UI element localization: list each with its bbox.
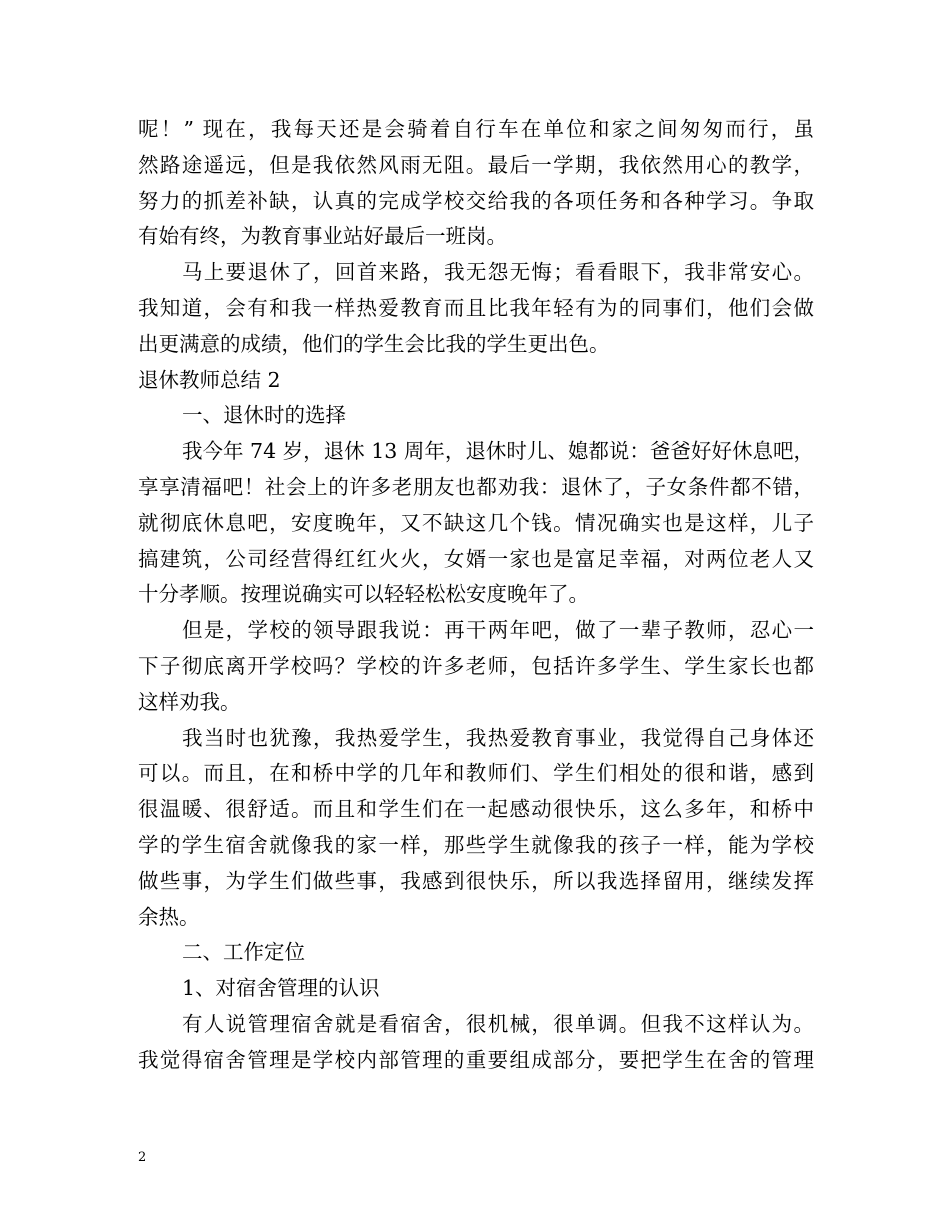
text-line: 学的学生宿舍就像我的家一样，那些学生就像我的孩子一样，能为学校 (138, 832, 814, 857)
text-line: 一、退休时的选择 (182, 403, 346, 428)
text-line: 有人说管理宿舍就是看宿舍，很机械，很单调。但我不这样认为。 (182, 1011, 814, 1036)
text-line: 马上要退休了，回首来路，我无怨无悔；看看眼下，我非常安心。 (182, 260, 814, 285)
text-line: 享享清福吧！社会上的许多老朋友也都劝我：退休了，子女条件都不错， (138, 474, 814, 499)
text-line: 然路途遥远，但是我依然风雨无阻。最后一学期，我依然用心的教学， (138, 152, 814, 177)
text-line: 我今年 74 岁，退休 13 周年，退休时儿、媳都说：爸爸好好休息吧， (182, 439, 814, 464)
text-line: 1、对宿舍管理的认识 (182, 976, 380, 1001)
text-line: 呢！” 现在，我每天还是会骑着自行车在单位和家之间匆匆而行，虽 (138, 117, 814, 141)
text-line: 我当时也犹豫，我热爱学生，我热爱教育事业，我觉得自己身体还 (182, 725, 814, 750)
text-line: 我知道，会有和我一样热爱教育而且比我年轻有为的同事们，他们会做 (138, 295, 814, 320)
text-line: 我觉得宿舍管理是学校内部管理的重要组成部分，要把学生在舍的管理 (138, 1047, 814, 1072)
text-line: 出更满意的成绩，他们的学生会比我的学生更出色。 (138, 331, 610, 356)
text-line: 这样劝我。 (138, 689, 241, 714)
text-line: 十分孝顺。按理说确实可以轻轻松松安度晚年了。 (138, 582, 589, 607)
document-body (138, 112, 814, 1079)
text-line: 下子彻底离开学校吗？学校的许多老师，包括许多学生、学生家长也都 (138, 653, 814, 678)
text-line: 努力的抓差补缺，认真的完成学校交给我的各项任务和各种学习。争取 (138, 188, 814, 213)
text-line: 有始有终，为教育事业站好最后一班岗。 (138, 224, 507, 249)
text-line: 退休教师总结 2 (138, 367, 281, 392)
text-line: 做些事，为学生们做些事，我感到很快乐，所以我选择留用，继续发挥 (138, 868, 814, 893)
text-line: 就彻底休息吧，安度晚年，又不缺这几个钱。情况确实也是这样，儿子 (138, 510, 814, 535)
text-line: 可以。而且，在和桥中学的几年和教师们、学生们相处的很和谐，感到 (138, 761, 814, 786)
text-line: 搞建筑，公司经营得红红火火，女婿一家也是富足幸福，对两位老人又 (138, 546, 814, 571)
text-line: 很温暖、很舒适。而且和学生们在一起感动很快乐，这么多年，和桥中 (138, 797, 814, 822)
text-line: 二、工作定位 (182, 940, 305, 965)
page-number: 2 (138, 1150, 147, 1165)
text-line: 余热。 (138, 904, 200, 929)
text-line: 但是，学校的领导跟我说：再干两年吧，做了一辈子教师，忍心一 (182, 618, 814, 643)
